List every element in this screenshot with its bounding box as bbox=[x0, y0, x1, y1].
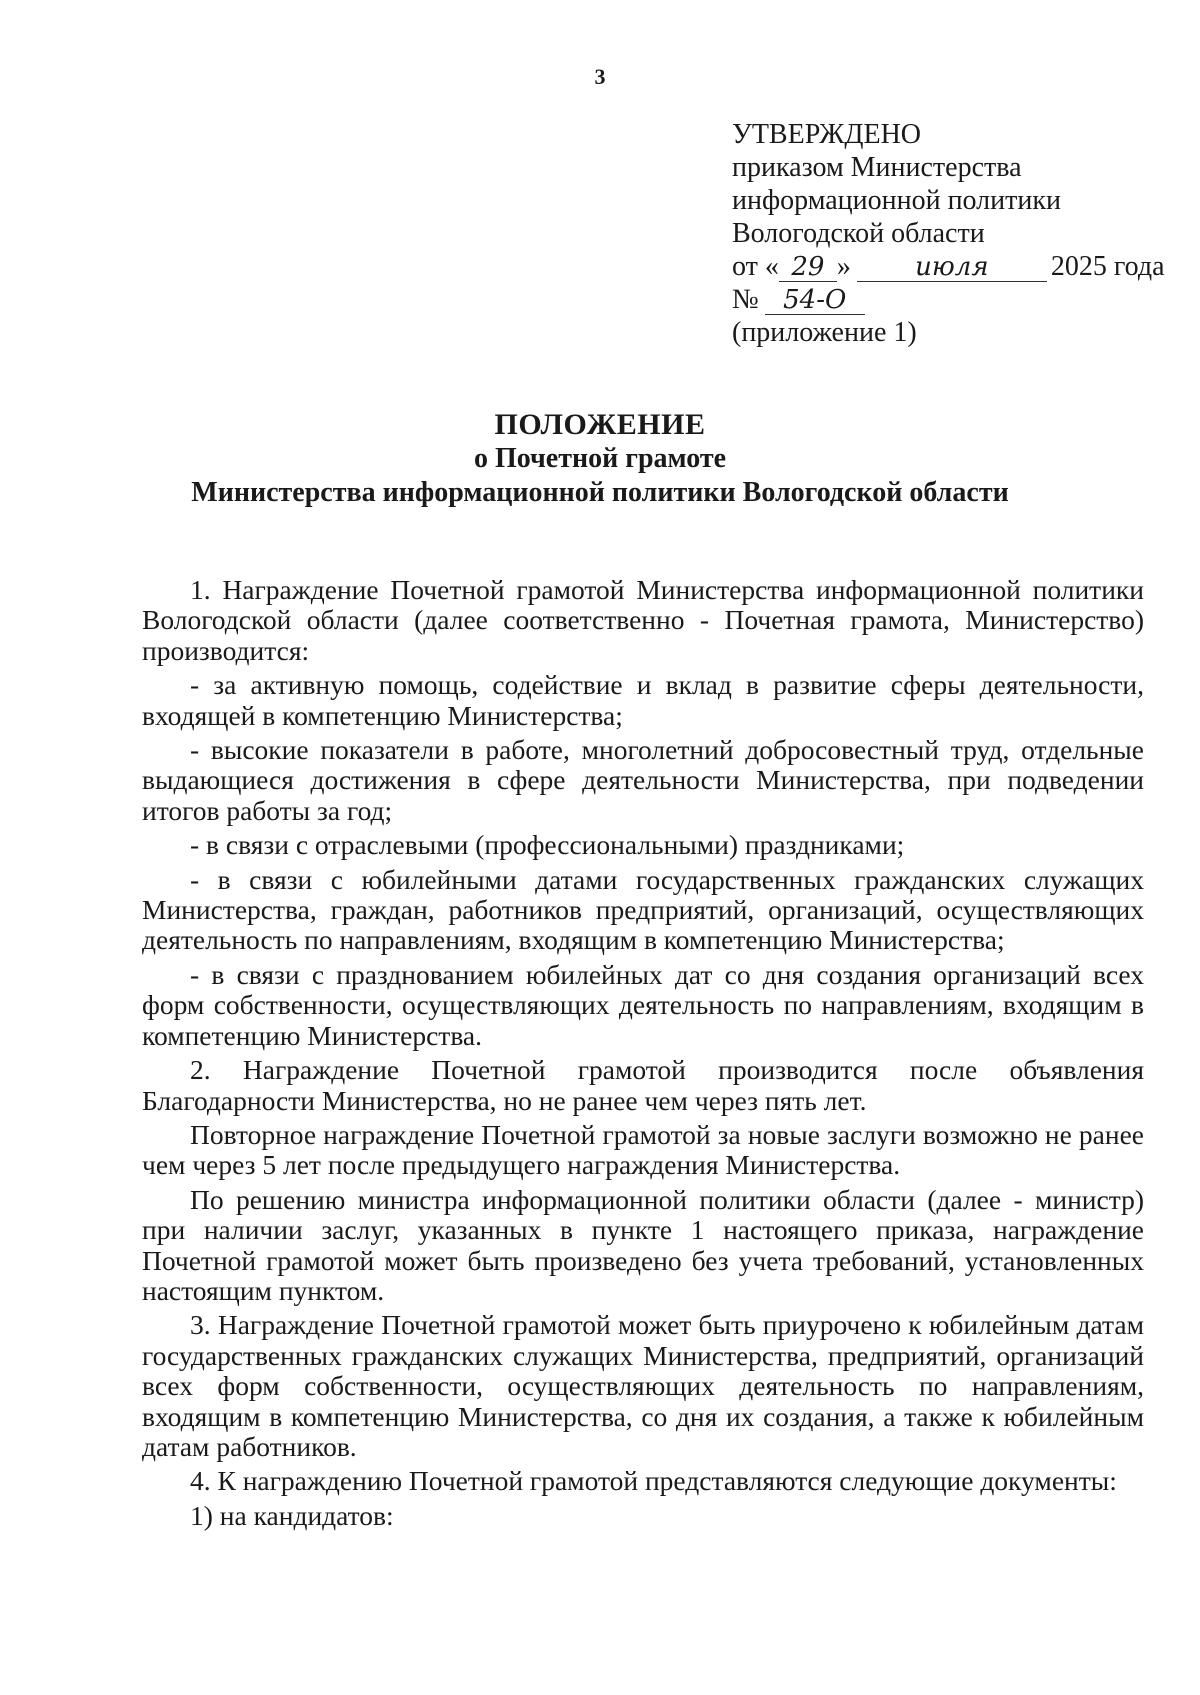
handwritten-month: июля bbox=[857, 253, 1047, 282]
approval-line-2: информационной политики bbox=[732, 185, 1061, 216]
date-prefix: от « bbox=[732, 251, 779, 282]
approval-line-1: приказом Министерства bbox=[732, 152, 1022, 183]
approval-appendix: (приложение 1) bbox=[732, 317, 917, 348]
paragraph: - в связи с юбилейными датами государственных гражданских служащих Министерства, граждан, работников предприятий, организаций, осуществляющих деятельность по направлениям, входящим в компетенцию Министерства; bbox=[142, 863, 1144, 956]
paragraph: - за активную помощь, содействие и вклад в развитие сферы деятельности, входящей в компетенцию Министерства; bbox=[142, 669, 1144, 731]
paragraph: 1. Награждение Почетной грамотой Министерства информационной политики Вологодской области (далее соответственно - Почетная грамота, Министерство) производится: bbox=[142, 574, 1144, 666]
approval-line-3: Вологодской области bbox=[732, 218, 985, 249]
number-prefix: № bbox=[732, 284, 759, 315]
approval-stamp-block bbox=[732, 118, 1165, 349]
document-body bbox=[142, 575, 1144, 1535]
paragraph: 1) на кандидатов: bbox=[190, 1499, 394, 1531]
paragraph: - высокие показатели в работе, многолетний добросовестный труд, отдельные выдающиеся достижения в сфере деятельности Министерства, при подведении итогов работы за год; bbox=[142, 734, 1144, 826]
paragraph: - в связи с празднованием юбилейных дат со дня создания организаций всех форм собственности, осуществляющих деятельность по направлениям, входящим в компетенцию Министерства. bbox=[142, 958, 1144, 1051]
paragraph: По решению министра информационной политики области (далее - министр) при наличии заслуг, указанных в пункте 1 настоящего приказа, награждение Почетной грамотой может быть произведено без учета требований, установленных настоящим пунктом. bbox=[142, 1183, 1144, 1306]
paragraph: 4. К награждению Почетной грамотой представляются следующие документы: bbox=[190, 1465, 1117, 1497]
date-year: 2025 года bbox=[1050, 251, 1165, 282]
approval-date-line bbox=[732, 250, 1165, 283]
paragraph: 2. Награждение Почетной грамотой производится после объявления Благодарности Министерства, но не ранее чем через пять лет. bbox=[142, 1054, 1144, 1116]
handwritten-number: 54-О bbox=[765, 286, 865, 315]
title-line-1: ПОЛОЖЕНИЕ bbox=[494, 408, 706, 441]
date-mid: » bbox=[836, 251, 851, 282]
title-line-2: о Почетной грамоте bbox=[473, 443, 727, 474]
paragraph: Повторное награждение Почетной грамотой за новые заслуги возможно не ранее чем через 5 лет после предыдущего награждения Министерства. bbox=[142, 1118, 1144, 1181]
page-number: 3 bbox=[594, 64, 606, 89]
paragraph: - в связи с отраслевыми (профессиональными) праздниками; bbox=[190, 829, 905, 861]
approval-title: УТВЕРЖДЕНО bbox=[732, 119, 922, 150]
title-line-3: Министерства информационной политики Вологодской области bbox=[191, 477, 1009, 508]
document-title bbox=[0, 408, 1200, 510]
handwritten-day: 29 bbox=[779, 253, 837, 282]
paragraph: 3. Награждение Почетной грамотой может быть приурочено к юбилейным датам государственных гражданских служащих Министерства, предприятий, организаций всех форм собственности, осуществляющих деятельность по направлениям, входящим в компетенцию Министерства, со дня их создания, а также к юбилейным датам работников. bbox=[142, 1309, 1144, 1462]
approval-number-line bbox=[732, 283, 1152, 316]
